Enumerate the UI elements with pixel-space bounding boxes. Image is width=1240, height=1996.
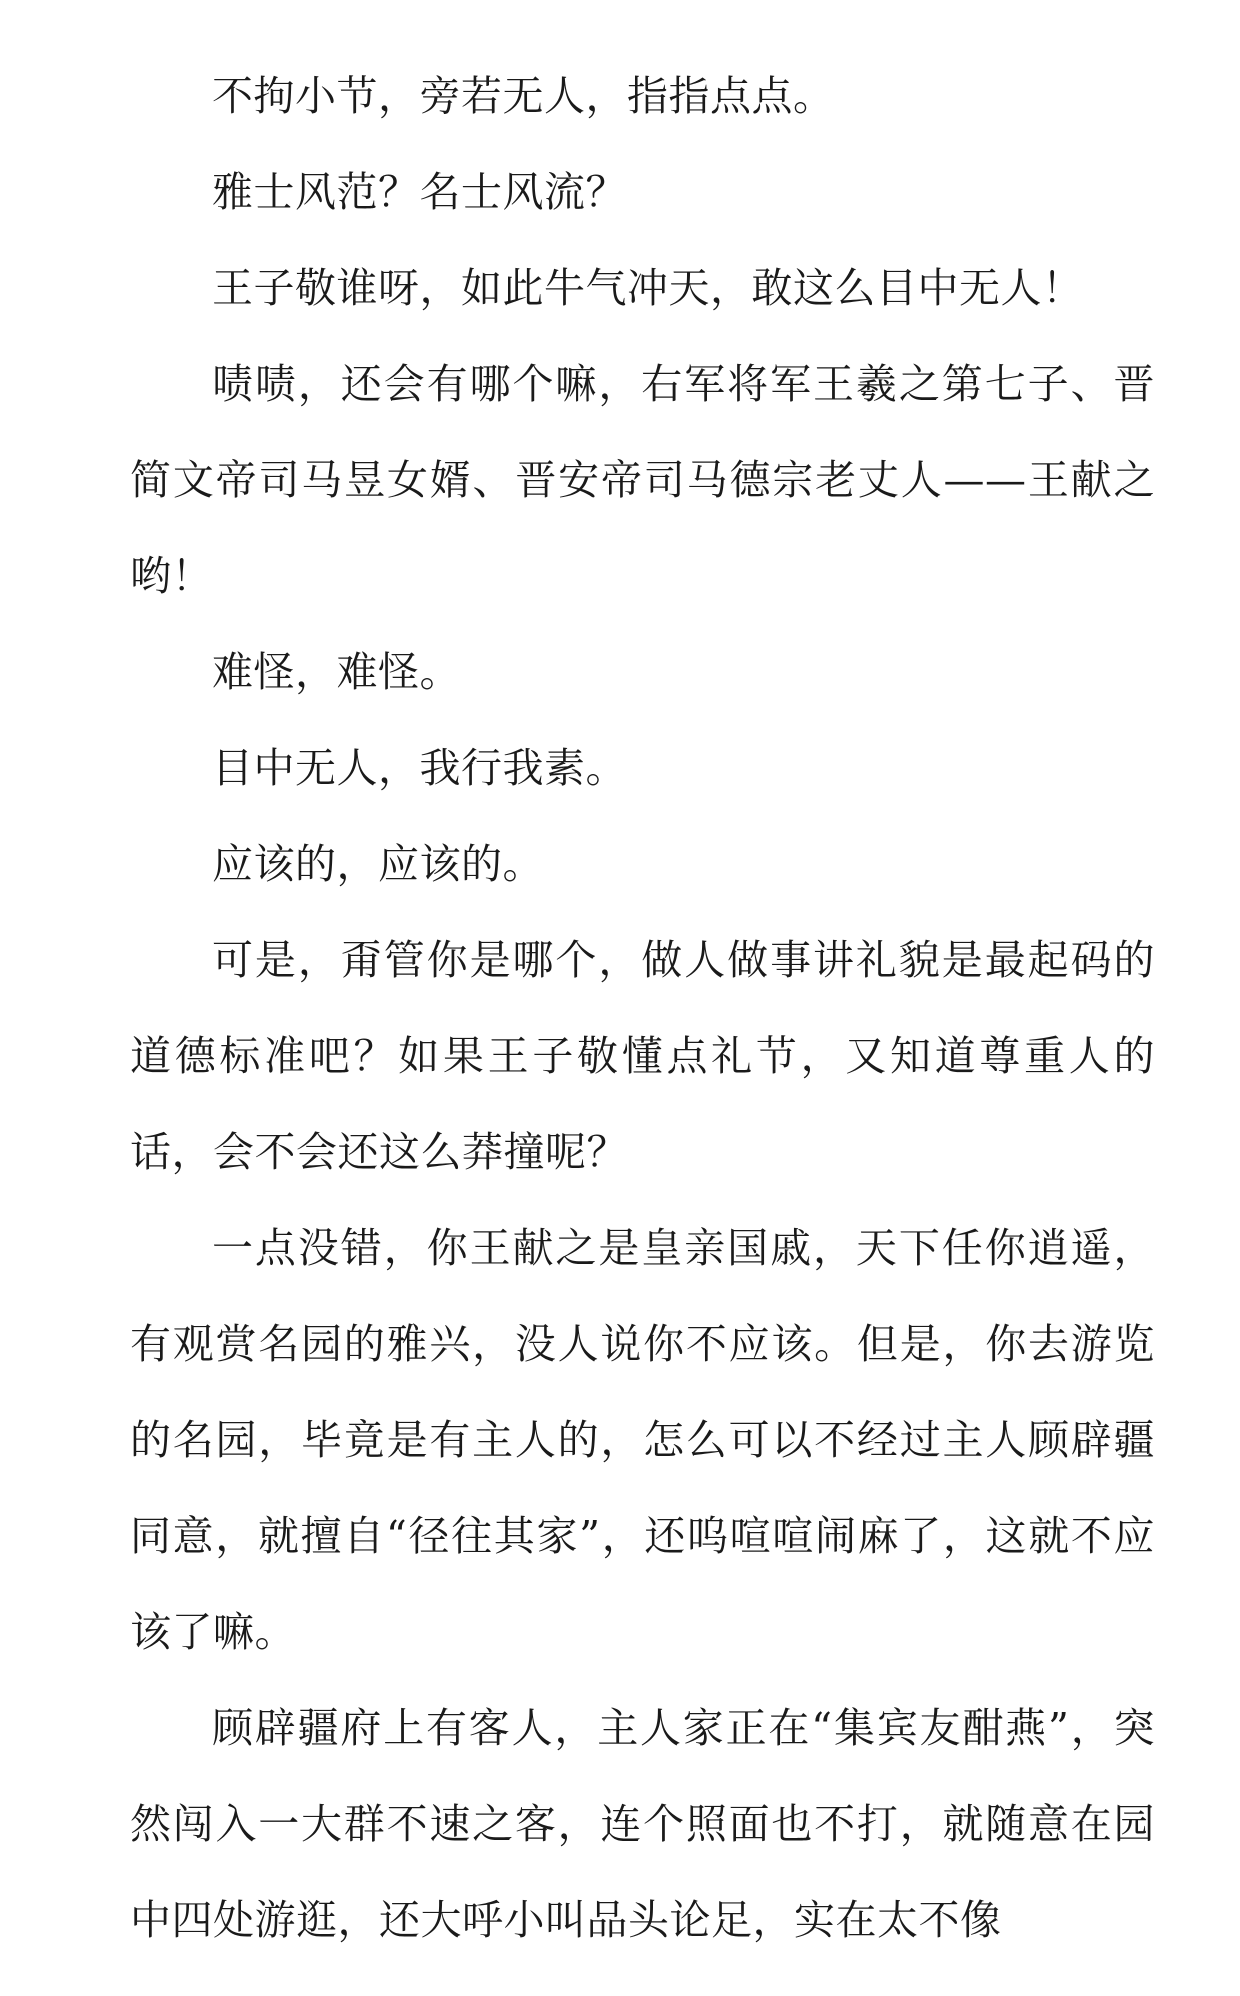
paragraph: 雅士风范？名士风流？: [212, 168, 627, 216]
paragraph: 目中无人，我行我素。: [212, 744, 627, 792]
paragraph: 一点没错，你王献之是皇亲国戚，天下任你逍遥，有观赏名园的雅兴，没人说你不应该。但是，你去游览的名园，毕竟是有主人的，怎么可以不经过主人顾辟疆同意，就擅自“径往其家”，还呜喧喧闹麻了，这就不应该了嘛。: [130, 1224, 1155, 1656]
paragraph: 可是，甭管你是哪个，做人做事讲礼貌是最起码的道德标准吧？如果王子敬懂点礼节，又知道尊重人的话，会不会还这么莽撞呢？: [130, 936, 1155, 1176]
paragraph: 啧啧，还会有哪个嘛，右军将军王羲之第七子、晋简文帝司马昱女婿、晋安帝司马德宗老丈人——王献之哟！: [130, 360, 1155, 600]
paragraph: 顾辟疆府上有客人，主人家正在“集宾友酣燕”，突然闯入一大群不速之客，连个照面也不打，就随意在园中四处游逛，还大呼小叫品头论足，实在太不像: [130, 1704, 1155, 1944]
paragraph: 王子敬谁呀，如此牛气冲天，敢这么目中无人！: [212, 264, 1084, 312]
paragraph: 难怪，难怪。: [212, 648, 461, 696]
paragraph: 应该的，应该的。: [212, 840, 544, 888]
body-text: [130, 48, 1155, 1968]
paragraph: 不拘小节，旁若无人，指指点点。: [212, 72, 835, 120]
